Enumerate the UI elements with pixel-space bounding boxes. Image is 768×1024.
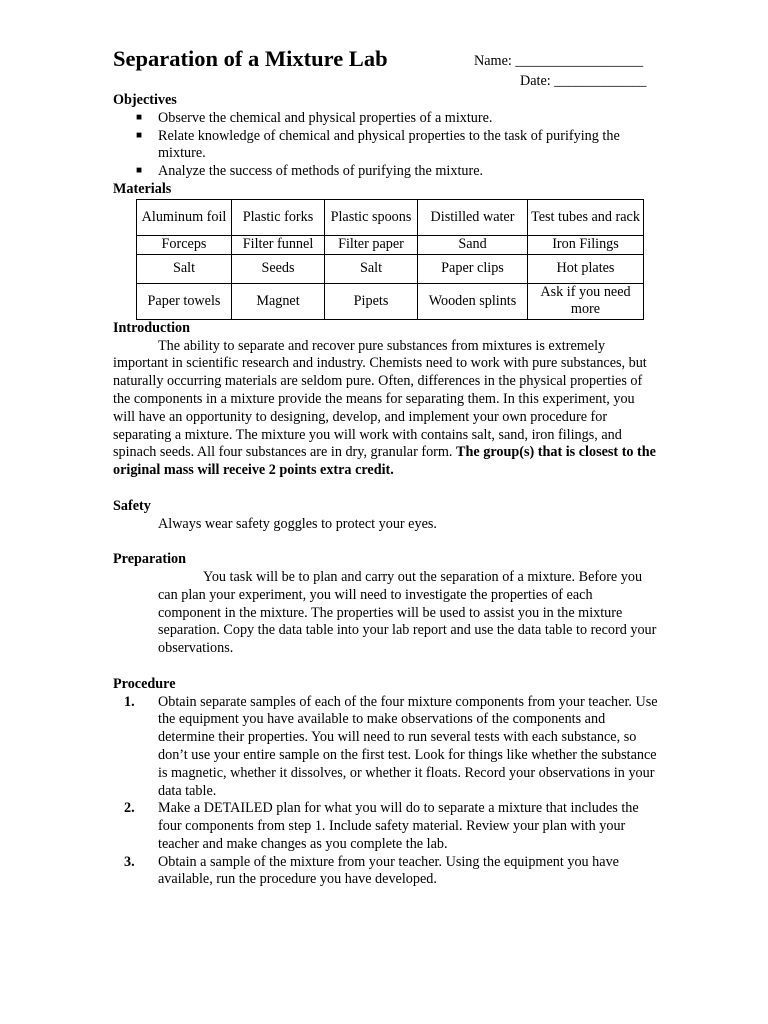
table-cell: Ask if you need more [528, 283, 644, 319]
table-cell: Sand [418, 235, 528, 254]
table-cell: Salt [137, 254, 232, 283]
table-cell: Test tubes and rack [528, 199, 644, 235]
procedure-step: 1. Obtain separate samples of each of the four mixture components from your teacher. Use the equipment you have available to make observations of the components and determine their properties. You will need to run several tests with each substance, so don’t use your entire sample on the first test. Look for things like whether the substance is magnetic, whether it dissolves, or whether it floats. Record your observations in your data table. [124, 693, 658, 799]
safety-heading: Safety [113, 497, 151, 514]
introduction-heading: Introduction [113, 319, 190, 336]
objective-item: ■ Relate knowledge of chemical and physical properties to the task of purifying the mixture. [136, 127, 620, 162]
table-cell: Plastic forks [232, 199, 325, 235]
table-row [137, 254, 644, 283]
table-cell: Plastic spoons [325, 199, 418, 235]
table-cell: Iron Filings [528, 235, 644, 254]
step-number: 1. [124, 693, 135, 710]
table-cell: Filter paper [325, 235, 418, 254]
introduction-paragraph: The ability to separate and recover pure substances from mixtures is extremely important in scientific research and industry. Chemists need to work with pure substances, but naturally occurring materials are seldom pure. Often, differences in the physical properties of the components in a mixture provide the means for separating them. In this experiment, you will have an opportunity to designing, develop, and implement your own procedure for separating a mixture. The mixture you will work with contains salt, sand, iron filings, and spinach seeds. All four substances are in dry, granular form. The group(s) that is closest to the original mass will receive 2 points extra credit. [113, 337, 656, 479]
table-cell: Pipets [325, 283, 418, 319]
procedure-list [113, 694, 658, 890]
document-body [113, 92, 658, 889]
table-cell: Hot plates [528, 254, 644, 283]
procedure-step: 3. Obtain a sample of the mixture from your teacher. Using the equipment you have available, run the procedure you have developed. [124, 853, 619, 888]
extra-credit-note: The group(s) that is closest to the original mass will receive 2 points extra credit. [113, 444, 656, 479]
materials-table [136, 199, 644, 320]
bullet-icon: ■ [136, 129, 143, 141]
name-field: Name: __________________ [474, 53, 644, 69]
preparation-heading: Preparation [113, 551, 187, 568]
objective-item: ■ Observe the chemical and physical properties of a mixture. [136, 109, 493, 126]
objectives-list [113, 110, 658, 181]
step-number: 3. [124, 853, 135, 870]
materials-heading: Materials [113, 180, 172, 197]
table-cell: Paper clips [418, 254, 528, 283]
table-cell: Distilled water [418, 199, 528, 235]
preparation-paragraph: You task will be to plan and carry out the separation of a mixture. Before you can plan your experiment, you will need to investigate the properties of each component in the mixture. The properties will be used to assist you in the mixture separation. Copy the data table into your lab report and use the data table to record your observations. [158, 568, 657, 657]
table-cell: Wooden splints [418, 283, 528, 319]
bullet-icon: ■ [136, 165, 143, 177]
page-title: Separation of a Mixture Lab [113, 46, 388, 71]
table-cell: Seeds [232, 254, 325, 283]
table-cell: Aluminum foil [137, 199, 232, 235]
table-cell: Forceps [137, 235, 232, 254]
procedure-heading: Procedure [113, 675, 176, 692]
objectives-heading: Objectives [113, 92, 177, 108]
table-cell: Filter funnel [232, 235, 325, 254]
table-row [137, 235, 644, 254]
table-row [137, 199, 644, 235]
bullet-icon: ■ [136, 111, 143, 123]
table-row [137, 283, 644, 319]
table-cell: Salt [325, 254, 418, 283]
table-cell: Paper towels [137, 283, 232, 319]
procedure-step: 2. Make a DETAILED plan for what you will do to separate a mixture that includes the four components from step 1. Include safety material. Review your plan with your teacher and make changes as you complete the lab. [124, 800, 639, 852]
table-cell: Magnet [232, 283, 325, 319]
date-field: Date: _____________ [520, 73, 647, 89]
safety-paragraph: Always wear safety goggles to protect your eyes. [158, 515, 437, 532]
step-number: 2. [124, 800, 135, 817]
objective-item: ■ Analyze the success of methods of purifying the mixture. [136, 163, 484, 180]
